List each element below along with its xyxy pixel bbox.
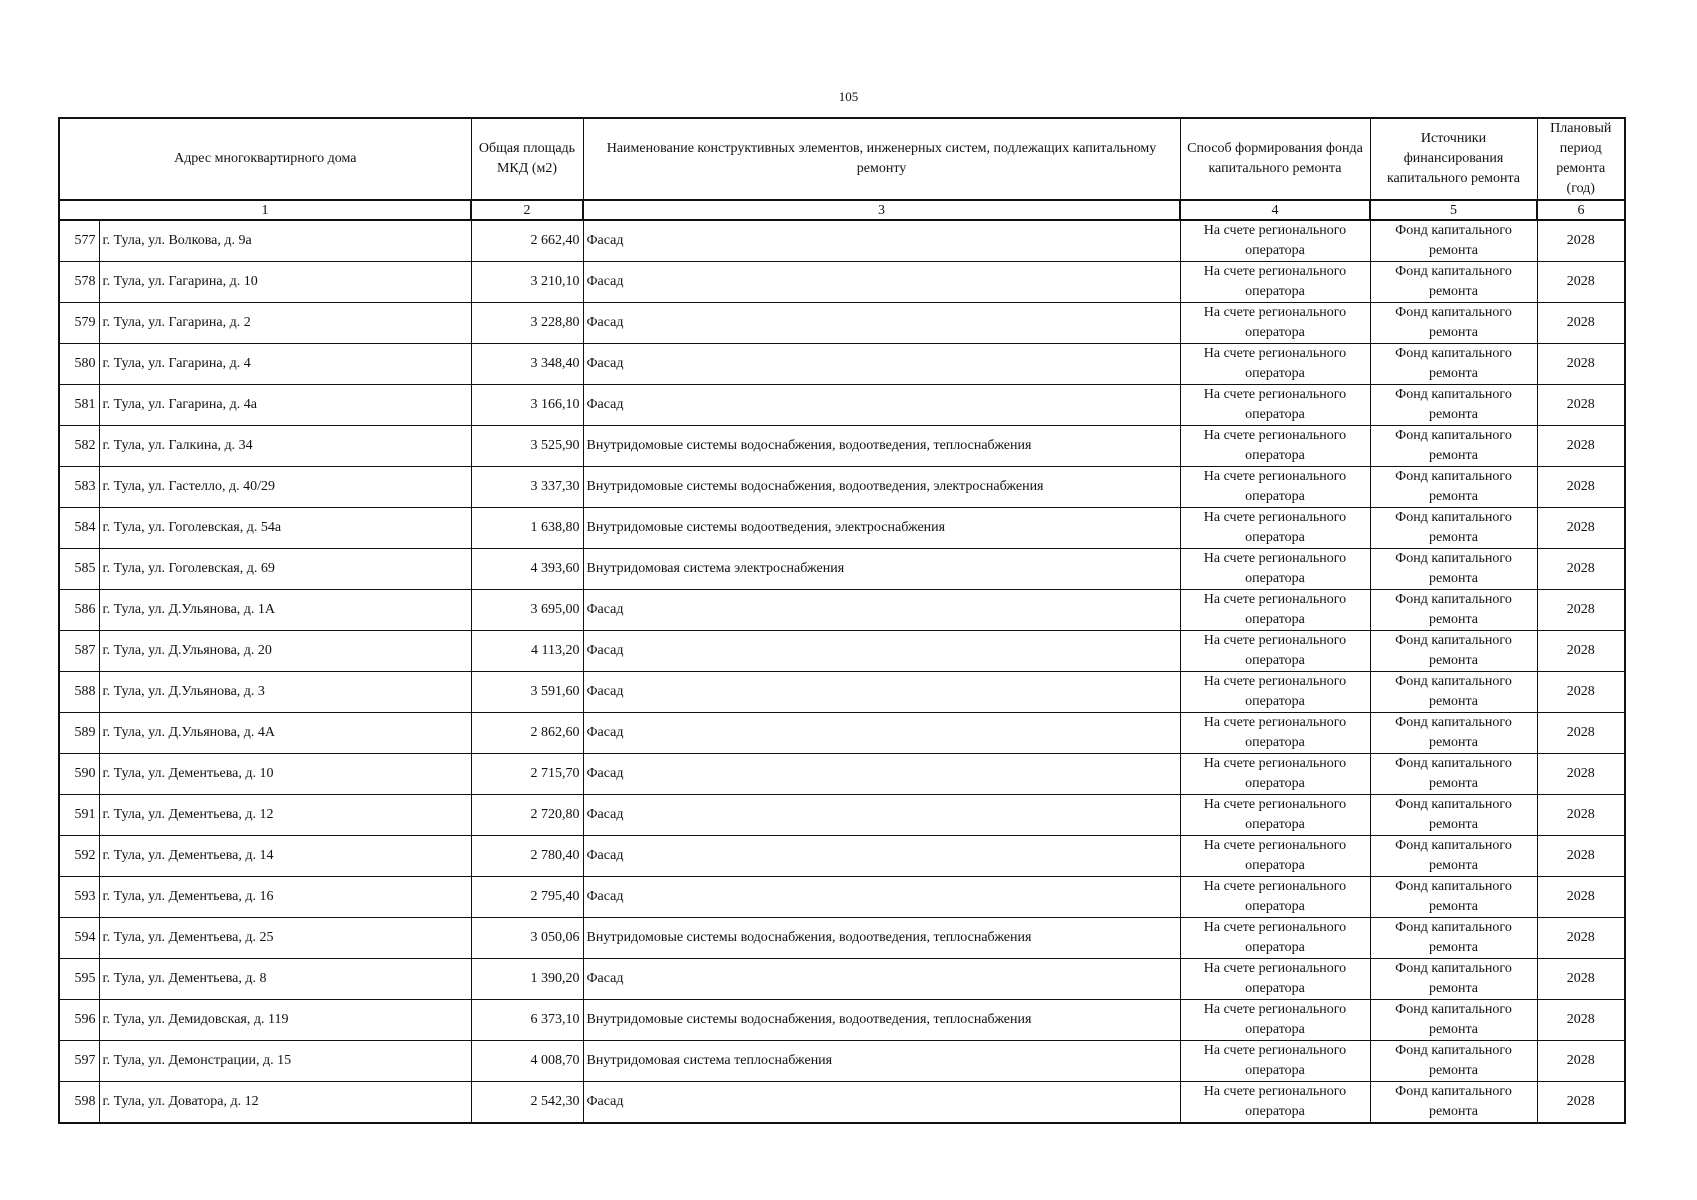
capital-repair-table xyxy=(58,117,1626,1124)
row-area: 1 638,80 xyxy=(471,508,583,549)
header-area: Общая площадь МКД (м2) xyxy=(471,118,583,200)
header-address: Адрес многоквартирного дома xyxy=(59,118,471,200)
row-source: Фонд капитального ремонта xyxy=(1370,467,1537,508)
row-area: 6 373,10 xyxy=(471,1000,583,1041)
row-elements: Фасад xyxy=(583,385,1180,426)
row-source: Фонд капитального ремонта xyxy=(1370,1082,1537,1124)
table-row xyxy=(59,303,1625,344)
row-source: Фонд капитального ремонта xyxy=(1370,631,1537,672)
row-source: Фонд капитального ремонта xyxy=(1370,262,1537,303)
row-year: 2028 xyxy=(1537,918,1625,959)
row-year: 2028 xyxy=(1537,220,1625,262)
row-method: На счете регионального оператора xyxy=(1180,467,1370,508)
row-elements: Внутридомовые системы водоснабжения, водоотведения, теплоснабжения xyxy=(583,1000,1180,1041)
row-number: 592 xyxy=(59,836,99,877)
row-year: 2028 xyxy=(1537,1082,1625,1124)
row-method: На счете регионального оператора xyxy=(1180,631,1370,672)
row-number: 586 xyxy=(59,590,99,631)
row-address: г. Тула, ул. Д.Ульянова, д. 1А xyxy=(99,590,471,631)
row-address: г. Тула, ул. Доватора, д. 12 xyxy=(99,1082,471,1124)
row-source: Фонд капитального ремонта xyxy=(1370,1041,1537,1082)
row-number: 593 xyxy=(59,877,99,918)
row-number: 587 xyxy=(59,631,99,672)
column-number: 4 xyxy=(1180,200,1370,220)
row-number: 583 xyxy=(59,467,99,508)
row-address: г. Тула, ул. Гагарина, д. 4 xyxy=(99,344,471,385)
row-method: На счете регионального оператора xyxy=(1180,590,1370,631)
header-source: Источники финансирования капитального ремонта xyxy=(1370,118,1537,200)
row-address: г. Тула, ул. Демидовская, д. 119 xyxy=(99,1000,471,1041)
row-source: Фонд капитального ремонта xyxy=(1370,795,1537,836)
row-address: г. Тула, ул. Демонстрации, д. 15 xyxy=(99,1041,471,1082)
row-year: 2028 xyxy=(1537,795,1625,836)
row-method: На счете регионального оператора xyxy=(1180,1082,1370,1124)
row-method: На счете регионального оператора xyxy=(1180,672,1370,713)
row-method: На счете регионального оператора xyxy=(1180,1041,1370,1082)
row-method: На счете регионального оператора xyxy=(1180,918,1370,959)
row-source: Фонд капитального ремонта xyxy=(1370,220,1537,262)
row-address: г. Тула, ул. Дементьева, д. 8 xyxy=(99,959,471,1000)
row-area: 3 210,10 xyxy=(471,262,583,303)
row-number: 598 xyxy=(59,1082,99,1124)
column-number: 2 xyxy=(471,200,583,220)
row-number: 578 xyxy=(59,262,99,303)
row-area: 3 348,40 xyxy=(471,344,583,385)
row-elements: Внутридомовая система электроснабжения xyxy=(583,549,1180,590)
row-source: Фонд капитального ремонта xyxy=(1370,508,1537,549)
table-row xyxy=(59,918,1625,959)
row-year: 2028 xyxy=(1537,467,1625,508)
table-row xyxy=(59,1082,1625,1124)
column-number: 6 xyxy=(1537,200,1625,220)
row-area: 3 228,80 xyxy=(471,303,583,344)
row-address: г. Тула, ул. Д.Ульянова, д. 20 xyxy=(99,631,471,672)
row-number: 594 xyxy=(59,918,99,959)
row-area: 2 780,40 xyxy=(471,836,583,877)
row-area: 2 720,80 xyxy=(471,795,583,836)
table-row xyxy=(59,590,1625,631)
table-row xyxy=(59,467,1625,508)
row-area: 4 393,60 xyxy=(471,549,583,590)
row-address: г. Тула, ул. Гоголевская, д. 54а xyxy=(99,508,471,549)
row-address: г. Тула, ул. Гоголевская, д. 69 xyxy=(99,549,471,590)
page-number: 105 xyxy=(838,89,859,104)
row-area: 3 695,00 xyxy=(471,590,583,631)
row-year: 2028 xyxy=(1537,303,1625,344)
row-elements: Фасад xyxy=(583,672,1180,713)
row-method: На счете регионального оператора xyxy=(1180,959,1370,1000)
table-row xyxy=(59,262,1625,303)
row-address: г. Тула, ул. Дементьева, д. 25 xyxy=(99,918,471,959)
row-method: На счете регионального оператора xyxy=(1180,836,1370,877)
row-area: 2 542,30 xyxy=(471,1082,583,1124)
table-row xyxy=(59,672,1625,713)
row-number: 588 xyxy=(59,672,99,713)
row-source: Фонд капитального ремонта xyxy=(1370,672,1537,713)
row-year: 2028 xyxy=(1537,508,1625,549)
row-address: г. Тула, ул. Дементьева, д. 12 xyxy=(99,795,471,836)
row-source: Фонд капитального ремонта xyxy=(1370,918,1537,959)
row-year: 2028 xyxy=(1537,959,1625,1000)
row-elements: Фасад xyxy=(583,220,1180,262)
row-number: 591 xyxy=(59,795,99,836)
row-year: 2028 xyxy=(1537,631,1625,672)
row-number: 590 xyxy=(59,754,99,795)
table-row xyxy=(59,754,1625,795)
row-elements: Фасад xyxy=(583,877,1180,918)
row-address: г. Тула, ул. Гагарина, д. 4а xyxy=(99,385,471,426)
row-year: 2028 xyxy=(1537,549,1625,590)
row-area: 3 337,30 xyxy=(471,467,583,508)
table-row xyxy=(59,1041,1625,1082)
row-year: 2028 xyxy=(1537,385,1625,426)
row-method: На счете регионального оператора xyxy=(1180,220,1370,262)
column-number-row xyxy=(59,200,1625,220)
row-method: На счете регионального оператора xyxy=(1180,754,1370,795)
row-address: г. Тула, ул. Дементьева, д. 16 xyxy=(99,877,471,918)
row-source: Фонд капитального ремонта xyxy=(1370,590,1537,631)
row-number: 595 xyxy=(59,959,99,1000)
row-year: 2028 xyxy=(1537,590,1625,631)
row-elements: Фасад xyxy=(583,754,1180,795)
row-number: 579 xyxy=(59,303,99,344)
table-row xyxy=(59,344,1625,385)
row-method: На счете регионального оператора xyxy=(1180,1000,1370,1041)
row-source: Фонд капитального ремонта xyxy=(1370,754,1537,795)
row-area: 3 050,06 xyxy=(471,918,583,959)
row-source: Фонд капитального ремонта xyxy=(1370,344,1537,385)
row-elements: Фасад xyxy=(583,836,1180,877)
table-row xyxy=(59,631,1625,672)
row-area: 3 525,90 xyxy=(471,426,583,467)
row-method: На счете регионального оператора xyxy=(1180,303,1370,344)
table-row xyxy=(59,959,1625,1000)
row-method: На счете регионального оператора xyxy=(1180,344,1370,385)
row-year: 2028 xyxy=(1537,754,1625,795)
header-method: Способ формирования фонда капитального ремонта xyxy=(1180,118,1370,200)
header-row xyxy=(59,118,1625,200)
row-address: г. Тула, ул. Дементьева, д. 10 xyxy=(99,754,471,795)
table-row xyxy=(59,836,1625,877)
row-method: На счете регионального оператора xyxy=(1180,508,1370,549)
row-source: Фонд капитального ремонта xyxy=(1370,303,1537,344)
table-row xyxy=(59,795,1625,836)
row-area: 2 662,40 xyxy=(471,220,583,262)
row-year: 2028 xyxy=(1537,836,1625,877)
header-year: Плановый период ремонта (год) xyxy=(1537,118,1625,200)
row-year: 2028 xyxy=(1537,426,1625,467)
row-address: г. Тула, ул. Гагарина, д. 2 xyxy=(99,303,471,344)
row-area: 4 008,70 xyxy=(471,1041,583,1082)
row-year: 2028 xyxy=(1537,877,1625,918)
row-source: Фонд капитального ремонта xyxy=(1370,1000,1537,1041)
row-method: На счете регионального оператора xyxy=(1180,262,1370,303)
table-row xyxy=(59,385,1625,426)
row-number: 582 xyxy=(59,426,99,467)
row-area: 2 795,40 xyxy=(471,877,583,918)
row-elements: Фасад xyxy=(583,713,1180,754)
row-address: г. Тула, ул. Д.Ульянова, д. 4А xyxy=(99,713,471,754)
row-source: Фонд капитального ремонта xyxy=(1370,959,1537,1000)
row-method: На счете регионального оператора xyxy=(1180,713,1370,754)
row-number: 580 xyxy=(59,344,99,385)
table-row xyxy=(59,426,1625,467)
table-body xyxy=(59,220,1625,1123)
row-number: 589 xyxy=(59,713,99,754)
row-source: Фонд капитального ремонта xyxy=(1370,385,1537,426)
row-area: 3 591,60 xyxy=(471,672,583,713)
row-elements: Внутридомовые системы водоснабжения, водоотведения, теплоснабжения xyxy=(583,426,1180,467)
table-row xyxy=(59,1000,1625,1041)
column-number: 1 xyxy=(59,200,471,220)
row-method: На счете регионального оператора xyxy=(1180,426,1370,467)
row-year: 2028 xyxy=(1537,713,1625,754)
row-elements: Фасад xyxy=(583,631,1180,672)
row-elements: Внутридомовая система теплоснабжения xyxy=(583,1041,1180,1082)
row-source: Фонд капитального ремонта xyxy=(1370,549,1537,590)
row-elements: Фасад xyxy=(583,262,1180,303)
row-number: 581 xyxy=(59,385,99,426)
row-number: 596 xyxy=(59,1000,99,1041)
row-elements: Фасад xyxy=(583,590,1180,631)
row-area: 2 862,60 xyxy=(471,713,583,754)
row-source: Фонд капитального ремонта xyxy=(1370,713,1537,754)
row-number: 597 xyxy=(59,1041,99,1082)
table-row xyxy=(59,877,1625,918)
table-row xyxy=(59,220,1625,262)
row-address: г. Тула, ул. Галкина, д. 34 xyxy=(99,426,471,467)
row-address: г. Тула, ул. Д.Ульянова, д. 3 xyxy=(99,672,471,713)
column-number: 3 xyxy=(583,200,1180,220)
row-method: На счете регионального оператора xyxy=(1180,877,1370,918)
row-elements: Внутридомовые системы водоснабжения, водоотведения, электроснабжения xyxy=(583,467,1180,508)
row-year: 2028 xyxy=(1537,672,1625,713)
row-number: 584 xyxy=(59,508,99,549)
row-area: 3 166,10 xyxy=(471,385,583,426)
row-address: г. Тула, ул. Волкова, д. 9а xyxy=(99,220,471,262)
row-number: 585 xyxy=(59,549,99,590)
row-elements: Фасад xyxy=(583,1082,1180,1124)
row-year: 2028 xyxy=(1537,262,1625,303)
row-elements: Фасад xyxy=(583,959,1180,1000)
row-source: Фонд капитального ремонта xyxy=(1370,426,1537,467)
row-number: 577 xyxy=(59,220,99,262)
row-year: 2028 xyxy=(1537,1041,1625,1082)
row-area: 1 390,20 xyxy=(471,959,583,1000)
row-elements: Фасад xyxy=(583,795,1180,836)
row-elements: Внутридомовые системы водоснабжения, водоотведения, теплоснабжения xyxy=(583,918,1180,959)
row-year: 2028 xyxy=(1537,344,1625,385)
row-area: 4 113,20 xyxy=(471,631,583,672)
row-year: 2028 xyxy=(1537,1000,1625,1041)
table-row xyxy=(59,549,1625,590)
row-elements: Фасад xyxy=(583,303,1180,344)
table-row xyxy=(59,508,1625,549)
row-address: г. Тула, ул. Гагарина, д. 10 xyxy=(99,262,471,303)
row-elements: Фасад xyxy=(583,344,1180,385)
column-number: 5 xyxy=(1370,200,1537,220)
row-address: г. Тула, ул. Гастелло, д. 40/29 xyxy=(99,467,471,508)
row-source: Фонд капитального ремонта xyxy=(1370,836,1537,877)
row-source: Фонд капитального ремонта xyxy=(1370,877,1537,918)
row-method: На счете регионального оператора xyxy=(1180,385,1370,426)
table-row xyxy=(59,713,1625,754)
header-elements: Наименование конструктивных элементов, инженерных систем, подлежащих капитальному ремонту xyxy=(583,118,1180,200)
row-address: г. Тула, ул. Дементьева, д. 14 xyxy=(99,836,471,877)
row-area: 2 715,70 xyxy=(471,754,583,795)
row-method: На счете регионального оператора xyxy=(1180,549,1370,590)
row-method: На счете регионального оператора xyxy=(1180,795,1370,836)
row-elements: Внутридомовые системы водоотведения, электроснабжения xyxy=(583,508,1180,549)
